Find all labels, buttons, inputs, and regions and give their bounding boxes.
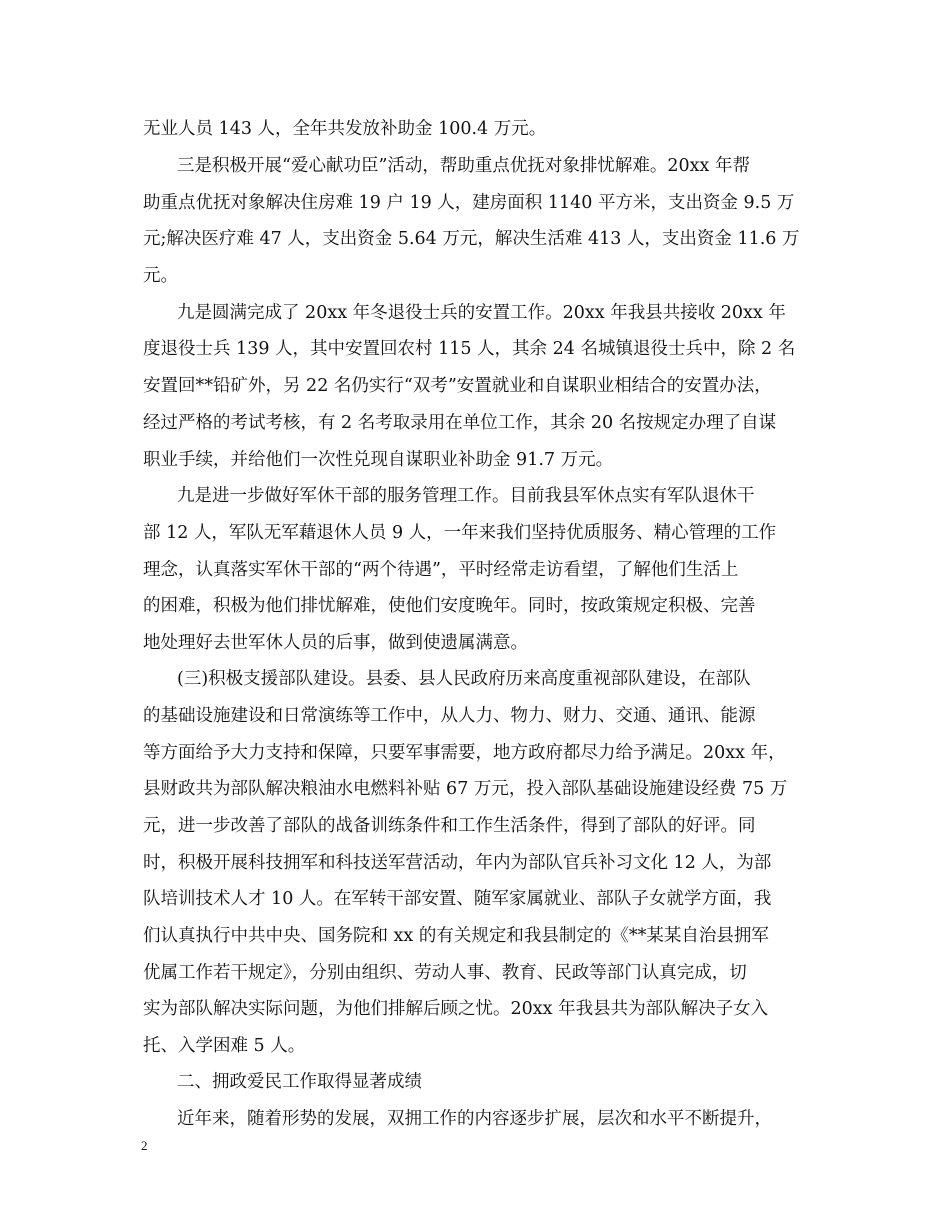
body-text-line: 安置回**铅矿外，另 22 名仍实行“双考”安置就业和自谋职业相结合的安置办法， (143, 376, 772, 396)
body-text-line: 地处理好去世军休人员的后事，做到使遗属满意。 (143, 633, 528, 653)
body-text-line: 队培训技术人才 10 人。在军转干部安置、随军家属就业、部队子女就学方面，我 (143, 889, 772, 909)
body-text-line: 们认真执行中共中央、国务院和 xx 的有关规定和我县制定的《**某某自治县拥军 (143, 926, 769, 946)
page-number: 2 (141, 1138, 148, 1153)
body-text-line: 托、入学困难 5 人。 (143, 1036, 306, 1056)
body-text-line: 的困难，积极为他们排忧解难，使他们安度晚年。同时，按政策规定积极、完善 (143, 596, 756, 616)
body-text-line: 经过严格的考试考核，有 2 名考取录用在单位工作，其余 20 名按规定办理了自谋 (143, 413, 777, 433)
paragraph-first-line: 近年来，随着形势的发展，双拥工作的内容逐步扩展，层次和水平不断提升， (177, 1109, 772, 1129)
paragraph-first-line: 三是积极开展“爱心献功臣”活动，帮助重点优抚对象排忧解难。20xx 年帮 (177, 156, 750, 176)
body-text-line: 理念，认真落实军休干部的“两个待遇”，平时经常走访看望，了解他们生活上 (143, 560, 739, 580)
body-text-line: 时，积极开展科技拥军和科技送军营活动，年内为部队官兵补习文化 12 人，为部 (143, 853, 772, 873)
body-text-line: 县财政共为部队解决粮油水电燃料补贴 67 万元，投入部队基础设施建设经费 75 万 (143, 779, 788, 799)
body-text-line: 等方面给予大力支持和保障，只要军事需要，地方政府都尽力给予满足。20xx 年， (143, 743, 786, 763)
paragraph-first-line: 九是进一步做好军休干部的服务管理工作。目前我县军休点实有军队退休干 (177, 486, 755, 506)
body-text-line: 实为部队解决实际问题，为他们排解后顾之忧。20xx 年我县共为部队解决子女入 (143, 999, 769, 1019)
body-text-line: 无业人员 143 人，全年共发放补助金 100.4 万元。 (143, 119, 547, 139)
body-text-line: 部 12 人，军队无军藉退休人员 9 人，一年来我们坚持优质服务、精心管理的工作 (143, 523, 777, 543)
paragraph-first-line: 九是圆满完成了 20xx 年冬退役士兵的安置工作。20xx 年我县共接收 20xx 年 (177, 303, 786, 323)
section-heading: 二、拥政爱民工作取得显著成绩 (177, 1072, 422, 1092)
body-text-line: 职业手续，并给他们一次性兑现自谋职业补助金 91.7 万元。 (143, 450, 614, 470)
body-text-line: 助重点优抚对象解决住房难 19 户 19 人，建房面积 1140 平方米，支出资金 9.5 万 (143, 193, 795, 213)
body-text-line: 元;解决医疗难 47 人，支出资金 5.64 万元，解决生活难 413 人，支出资金 11.6 万 (143, 229, 800, 249)
body-text-line: 度退役士兵 139 人，其中安置回农村 115 人，其余 24 名城镇退役士兵中，除 2 名 (143, 339, 796, 359)
body-text-line: 元。 (143, 266, 178, 286)
body-text-line: 元，进一步改善了部队的战备训练条件和工作生活条件，得到了部队的好评。同 (143, 816, 756, 836)
body-text-line: 的基础设施建设和日常演练等工作中，从人力、物力、财力、交通、通讯、能源 (143, 706, 756, 726)
paragraph-first-line: (三)积极支援部队建设。县委、县人民政府历来高度重视部队建设，在部队 (177, 669, 751, 689)
body-text-line: 优属工作若干规定》，分别由组织、劳动人事、教育、民政等部门认真完成，切 (143, 963, 747, 983)
